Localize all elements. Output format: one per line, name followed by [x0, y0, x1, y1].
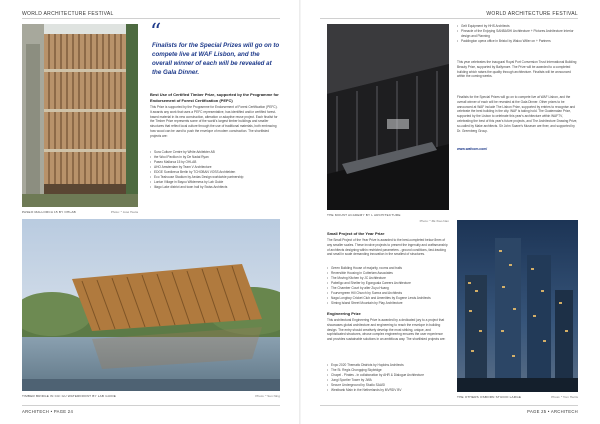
photo-credit: Photo: * ZE Xiao Nan — [419, 219, 449, 223]
list-item: • Paddington opera office in Bristol by Waloo Willer on + Partners — [457, 39, 578, 44]
list-item: • Pabellgo and Shelter by Egongoala Careers Architecture — [327, 281, 449, 286]
list-item: • Gelt Equipment by HHS Architects — [457, 24, 578, 29]
photo-credit: Photo: * Tom Harris — [551, 395, 578, 399]
list-item: • Pinnacle of the Enjoying SANBASHI Architecture + Pictures Architecture Interior design and Planning — [457, 29, 578, 39]
list-item: • Fourvergreen Hill Church by Sumra and Architects — [327, 291, 449, 296]
list-item: • Sura Culture Centre by White Arkitekter AB — [150, 150, 280, 155]
mount-academy-photo — [327, 24, 449, 210]
right-top-list — [457, 24, 578, 44]
footer-divider — [22, 405, 280, 406]
quote-mark-icon: “ — [150, 20, 162, 45]
list-item: • Eco Teahouse Stadium by Aedas Design worldwide partnership — [150, 175, 280, 180]
right-body-1: This year celebrates the inaugural Royal Port Conversion Trust International Building Beauty Prize, supported by Ballymore. The Prize will be awarded to a completed building which raises the quality through architecture. Finalists will be announced within the coming weeks. — [457, 60, 577, 79]
header-left: WORLD ARCHITECTURE FESTIVAL — [22, 11, 114, 17]
header-right: WORLD ARCHITECTURE FESTIVAL — [486, 11, 578, 17]
waf-website-link[interactable]: www.wafcom.com/ — [457, 147, 488, 151]
footer-divider — [320, 405, 578, 406]
engineering-body: This architectural Engineering Prize is awarded by a dedicated jury to a project that showcases global architecture and engineering to reach the envelope in building design. The entry should creatively develop the most striking, unique, and sophisticated structures, whose complex engineering ensures the user experience and provides sustainable solutions in an ambitious way. The shortlisted projects are: — [327, 318, 446, 342]
list-item: • Green Building House of majority, rooms and trails — [327, 266, 449, 271]
right-body-2: Finalists for the Special Prizes will go on to compete live at WAF Lisbon, and the overall winner of each will be revealed at the Gala Dinner. Other prizes to be announced at WAF include The Lisbon Prize, supported by entries to recognise and celebrate the best building in the city. WAF is taking hold. The Guatemalan Prize, supported by the Lisbon to celebrate this year's architecture within WAFTV, celebrating the best of this year's future projects, and The Architecture Drawing Prize, so-called by Make architects. Sir John Soane's Museum are finer, and supported by Dr. Greenberg Group. — [457, 95, 578, 133]
engineering-list — [327, 363, 449, 393]
photo-caption: TIMBER BRIDGE IN CUI GU WATERFRONT BY LAB GUIDE — [22, 394, 117, 398]
list-item: • Paseo Mallorca 15 by OHLAB — [150, 160, 280, 165]
photo-credit: Photo: * José Hevia — [110, 210, 138, 214]
small-project-list — [327, 266, 449, 306]
photo-credit: Photo: * Sun Ning — [255, 394, 280, 398]
photo-caption: THE MOUNT ACADEMY BY L ARCHITECTURE — [327, 213, 401, 217]
list-item: • Westbank Main in the Netherlands by MVRDV BV — [327, 388, 449, 393]
list-item: • Lontar Village in Bayou Wilderness by Lab Guide — [150, 180, 280, 185]
best-use-body: This Prize is supported by the Programme for Endorsement of Forest Certification (PEFC). It awards any work that uses a PEFC representative, has identified and/or certified forest-based material in its new construction, alteration or adaptive reuse project. Each finalist for the Timber Prize represents some of the world's largest timber buildings and smaller structures that reflect local culture through the use of traditional materials, both embracing how wood can be used to push the envelope of modern construction. The shortlisted projects are: — [150, 105, 278, 138]
list-item: • AHO Amsterdam by Team V Architecture — [150, 165, 280, 170]
pull-quote: Finalists for the Special Prizes will go on to compete live at WAF Lisbon, and the overall winner of each will be revealed at the Gala Dinner. — [152, 42, 280, 76]
list-item: • Expo 2020 Thematic Districts by Hopkins Architects — [327, 363, 449, 368]
engineering-heading: Engineering Prize — [327, 311, 361, 316]
best-use-list — [150, 150, 280, 190]
footer-right: PAGE 25 • ARCHITECH — [527, 409, 578, 414]
list-item: • Secure Underground by Studio SAASI — [327, 383, 449, 388]
timber-bridge-photo — [22, 219, 280, 391]
list-item: • The Chamber Court by alter Zuyu Huang — [327, 286, 449, 291]
list-item: • Illago Lake district and town hall by Swiss Architects — [150, 185, 280, 190]
list-item: • Naga Longboy Cricket Club and Amenities by Eugene Lewis Architects — [327, 296, 449, 301]
list-item: • The Moving Kitchen by JC Architecture — [327, 276, 449, 281]
list-item: • Reversible Housing in Cotterlam Associates — [327, 271, 449, 276]
header-divider — [320, 18, 578, 19]
header-divider — [22, 18, 280, 19]
list-item: • Jungi Sportler Tower by JWA — [327, 378, 449, 383]
list-item: • The St. Regis Chongqing Skybridge — [327, 368, 449, 373]
photo-caption: THE OTHERS OSBORN STUDIO LARGE — [457, 395, 522, 399]
footer-left: ARCHITECH • PAGE 24 — [22, 409, 74, 414]
small-project-heading: Small Project of the Year Prize — [327, 231, 385, 236]
list-item: • the Wool Pavilion in by De Nadai Ryan — [150, 155, 280, 160]
best-use-heading: Best Use of Certified Timber Prize, supported by the Programme for Endorsement of Forest Certification (PEFC) — [150, 92, 279, 103]
photo-caption: PASEO MALLORCA 15 BY OHLAB — [22, 210, 76, 214]
paseo-mallorca-photo — [22, 24, 138, 207]
skyscraper-photo — [457, 220, 578, 392]
list-item: • Siming Island Street Mountain by Play Architecture — [327, 301, 449, 306]
list-item: • EDGE Suedkreuz Berlin by TCHOBAN VOSS Architekten — [150, 170, 280, 175]
list-item: • Chapel - Pirates - in collaboration by AHR & Dialogue Architecture — [327, 373, 449, 378]
page-spine — [299, 0, 301, 424]
small-project-body: The Small Project of the Year Prize is awarded to the best-completed below 8mm of any smaller scales. These involve projects to present the ingenuity and craftsmanship of architects designing within restricted parameters - ground conditions, fast-tracking and small in scale demanding innovation in the smallest of structures. — [327, 238, 448, 257]
